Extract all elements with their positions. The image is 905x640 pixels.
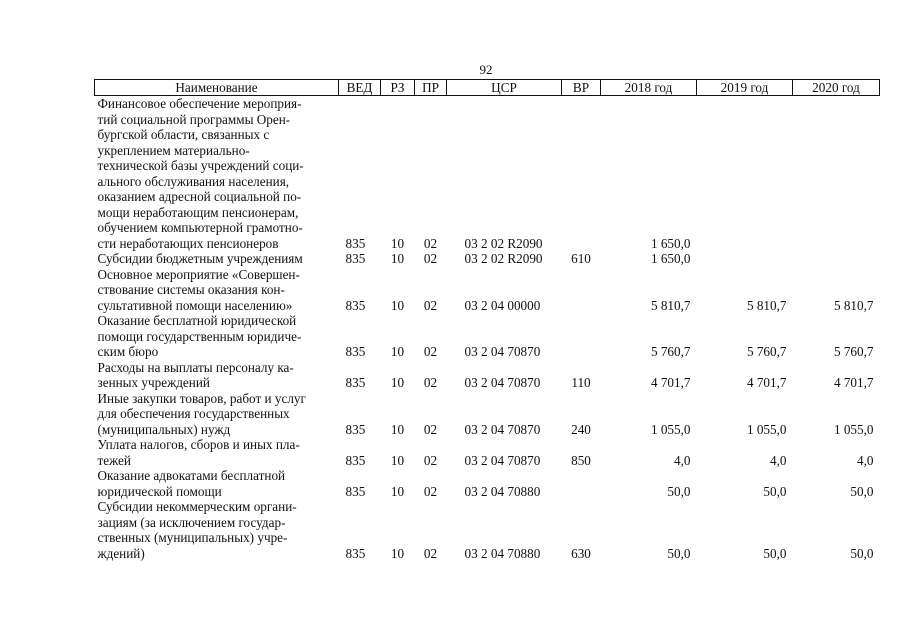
row-vr: 850 — [571, 452, 591, 468]
row-pr: 02 — [423, 483, 438, 499]
row-name-line: технической базы учреждений соци- — [97, 158, 304, 173]
row-value-2020 — [793, 251, 880, 267]
row-value-2019 — [697, 251, 793, 267]
header-pr: ПР — [415, 80, 447, 96]
page-number: 92 — [479, 62, 493, 77]
table-row — [95, 468, 880, 499]
row-csr: 03 2 04 70880 — [464, 545, 541, 561]
row-value-2018: 1 650,0 — [650, 235, 691, 251]
budget-allocation-table — [94, 79, 880, 561]
row-name-line: тий социальной программы Орен- — [97, 111, 291, 127]
row-name-line: Оказание адвокатами бесплатной — [97, 468, 286, 483]
row-name — [95, 267, 339, 314]
row-name-line: Расходы на выплаты персоналу ка- — [97, 359, 294, 375]
row-rz: 10 — [390, 545, 405, 561]
row-pr: 02 — [423, 545, 438, 561]
header-2020: 2020 год — [793, 80, 880, 96]
row-vr: 240 — [571, 421, 591, 437]
header-ved: ВЕД — [339, 80, 381, 96]
row-vr: 630 — [571, 545, 591, 561]
row-value-2020 — [793, 96, 880, 252]
header-2019: 2019 год — [697, 80, 793, 96]
row-pr: 02 — [423, 375, 438, 390]
budget-table — [94, 79, 879, 561]
row-name-line: обучением компьютерной грамотно- — [97, 220, 303, 235]
row-name-line: Оказание бесплатной юридической — [97, 313, 297, 328]
row-name — [95, 437, 339, 468]
row-value-2020: 4 701,7 — [833, 375, 874, 390]
row-value-2020: 5 810,7 — [833, 297, 874, 313]
row-value-2018: 5 760,7 — [650, 344, 691, 359]
row-name — [95, 96, 339, 252]
row-name-line: ским бюро — [97, 344, 159, 359]
row-value-2020: 1 055,0 — [833, 421, 874, 437]
row-name-line: зациям (за исключением государ- — [97, 514, 286, 530]
row-value-2019: 50,0 — [763, 483, 787, 499]
row-vr — [562, 468, 601, 499]
row-name-line: для обеспечения государственных — [97, 406, 290, 421]
row-value-2018: 4,0 — [674, 452, 691, 468]
row-ved: 835 — [345, 483, 366, 499]
header-2018: 2018 год — [601, 80, 697, 96]
row-csr: 03 2 02 R2090 — [464, 251, 543, 266]
row-pr: 02 — [423, 344, 438, 359]
row-rz: 10 — [390, 297, 405, 313]
row-value-2019: 5 760,7 — [746, 344, 787, 359]
row-vr: 110 — [571, 375, 591, 390]
table-row — [95, 391, 880, 438]
row-name-line: юридической помощи — [97, 483, 222, 499]
row-ved: 835 — [345, 452, 366, 468]
row-name-line: Основное мероприятие «Совершен- — [97, 266, 300, 282]
row-name-line: оказанием адресной социальной по- — [97, 189, 302, 204]
row-csr: 03 2 04 70870 — [464, 421, 541, 437]
row-name-line: ждений) — [97, 545, 145, 561]
table-row — [95, 96, 880, 252]
row-pr: 02 — [423, 235, 438, 251]
row-rz: 10 — [390, 235, 405, 251]
row-pr: 02 — [423, 421, 438, 437]
row-value-2020: 50,0 — [850, 545, 874, 561]
row-value-2019: 5 810,7 — [746, 297, 787, 313]
row-name-line: Иные закупки товаров, работ и услуг — [97, 390, 306, 406]
row-name-line: Субсидии бюджетным учреждениям — [97, 251, 303, 266]
table-body — [95, 96, 880, 562]
row-csr: 03 2 04 70880 — [464, 483, 541, 499]
row-rz: 10 — [390, 483, 405, 499]
row-name-line: зенных учреждений — [97, 375, 210, 390]
row-name — [95, 251, 339, 267]
row-value-2020: 5 760,7 — [833, 344, 874, 359]
row-name-line: Субсидии некоммерческим органи- — [97, 499, 297, 514]
header-vr: ВР — [562, 80, 601, 96]
row-rz: 10 — [390, 375, 405, 390]
row-value-2019 — [697, 96, 793, 252]
table-header — [95, 80, 880, 96]
row-ved: 835 — [345, 251, 366, 266]
row-name-line: сультативной помощи населению» — [97, 297, 293, 313]
row-vr — [562, 267, 601, 314]
row-value-2018: 4 701,7 — [650, 375, 691, 390]
row-name — [95, 313, 339, 360]
row-value-2020: 50,0 — [850, 483, 874, 499]
row-csr: 03 2 04 70870 — [464, 375, 541, 390]
row-ved: 835 — [345, 235, 366, 251]
row-ved: 835 — [345, 421, 366, 437]
row-rz: 10 — [390, 344, 405, 359]
row-value-2018: 1 055,0 — [650, 421, 691, 437]
row-vr — [562, 313, 601, 360]
row-vr: 610 — [571, 251, 591, 266]
row-name-line: укреплением материально- — [97, 142, 250, 158]
table-row — [95, 251, 880, 267]
table-row — [95, 267, 880, 314]
row-name-line: ственных (муниципальных) учре- — [97, 530, 288, 545]
table-row — [95, 313, 880, 360]
row-value-2018: 1 650,0 — [650, 251, 691, 266]
row-name-line: ствование системы оказания кон- — [97, 282, 285, 297]
row-name-line: Финансовое обеспечение мероприя- — [97, 96, 302, 111]
row-value-2019: 4,0 — [770, 452, 787, 468]
table-row — [95, 437, 880, 468]
row-value-2019: 4 701,7 — [746, 375, 787, 390]
row-name-line: (муниципальных) нужд — [97, 421, 231, 437]
header-csr: ЦСР — [447, 80, 562, 96]
row-csr: 03 2 04 00000 — [464, 297, 541, 313]
row-name-line: помощи государственным юридиче- — [97, 328, 302, 344]
row-rz: 10 — [390, 421, 405, 437]
header-name: Наименование — [95, 80, 339, 96]
row-name-line: мощи неработающим пенсионерам, — [97, 204, 299, 220]
row-value-2019: 1 055,0 — [746, 421, 787, 437]
row-name — [95, 499, 339, 561]
row-value-2020: 4,0 — [857, 452, 874, 468]
row-pr: 02 — [423, 452, 438, 468]
row-ved: 835 — [345, 297, 366, 313]
header-rz: РЗ — [381, 80, 415, 96]
row-ved: 835 — [345, 545, 366, 561]
row-csr: 03 2 04 70870 — [464, 344, 541, 359]
row-name — [95, 360, 339, 391]
row-value-2019: 50,0 — [763, 545, 787, 561]
row-name — [95, 391, 339, 438]
row-vr — [562, 96, 601, 252]
row-name — [95, 468, 339, 499]
row-rz: 10 — [390, 452, 405, 468]
row-name-line: тежей — [97, 452, 131, 468]
row-pr: 02 — [423, 297, 438, 313]
table-row — [95, 499, 880, 561]
row-csr: 03 2 04 70870 — [464, 452, 541, 468]
row-value-2018: 50,0 — [667, 545, 691, 561]
row-value-2018: 50,0 — [667, 483, 691, 499]
table-row — [95, 360, 880, 391]
row-name-line: Уплата налогов, сборов и иных пла- — [97, 437, 300, 452]
row-name-line: сти неработающих пенсионеров — [97, 235, 279, 251]
row-ved: 835 — [345, 375, 366, 390]
row-value-2018: 5 810,7 — [650, 297, 691, 313]
row-name-line: ального обслуживания населения, — [97, 173, 290, 189]
row-ved: 835 — [345, 344, 366, 359]
row-name-line: бургской области, связанных с — [97, 127, 270, 142]
row-csr: 03 2 02 R2090 — [464, 235, 543, 251]
row-rz: 10 — [390, 251, 405, 266]
row-pr: 02 — [423, 251, 438, 266]
